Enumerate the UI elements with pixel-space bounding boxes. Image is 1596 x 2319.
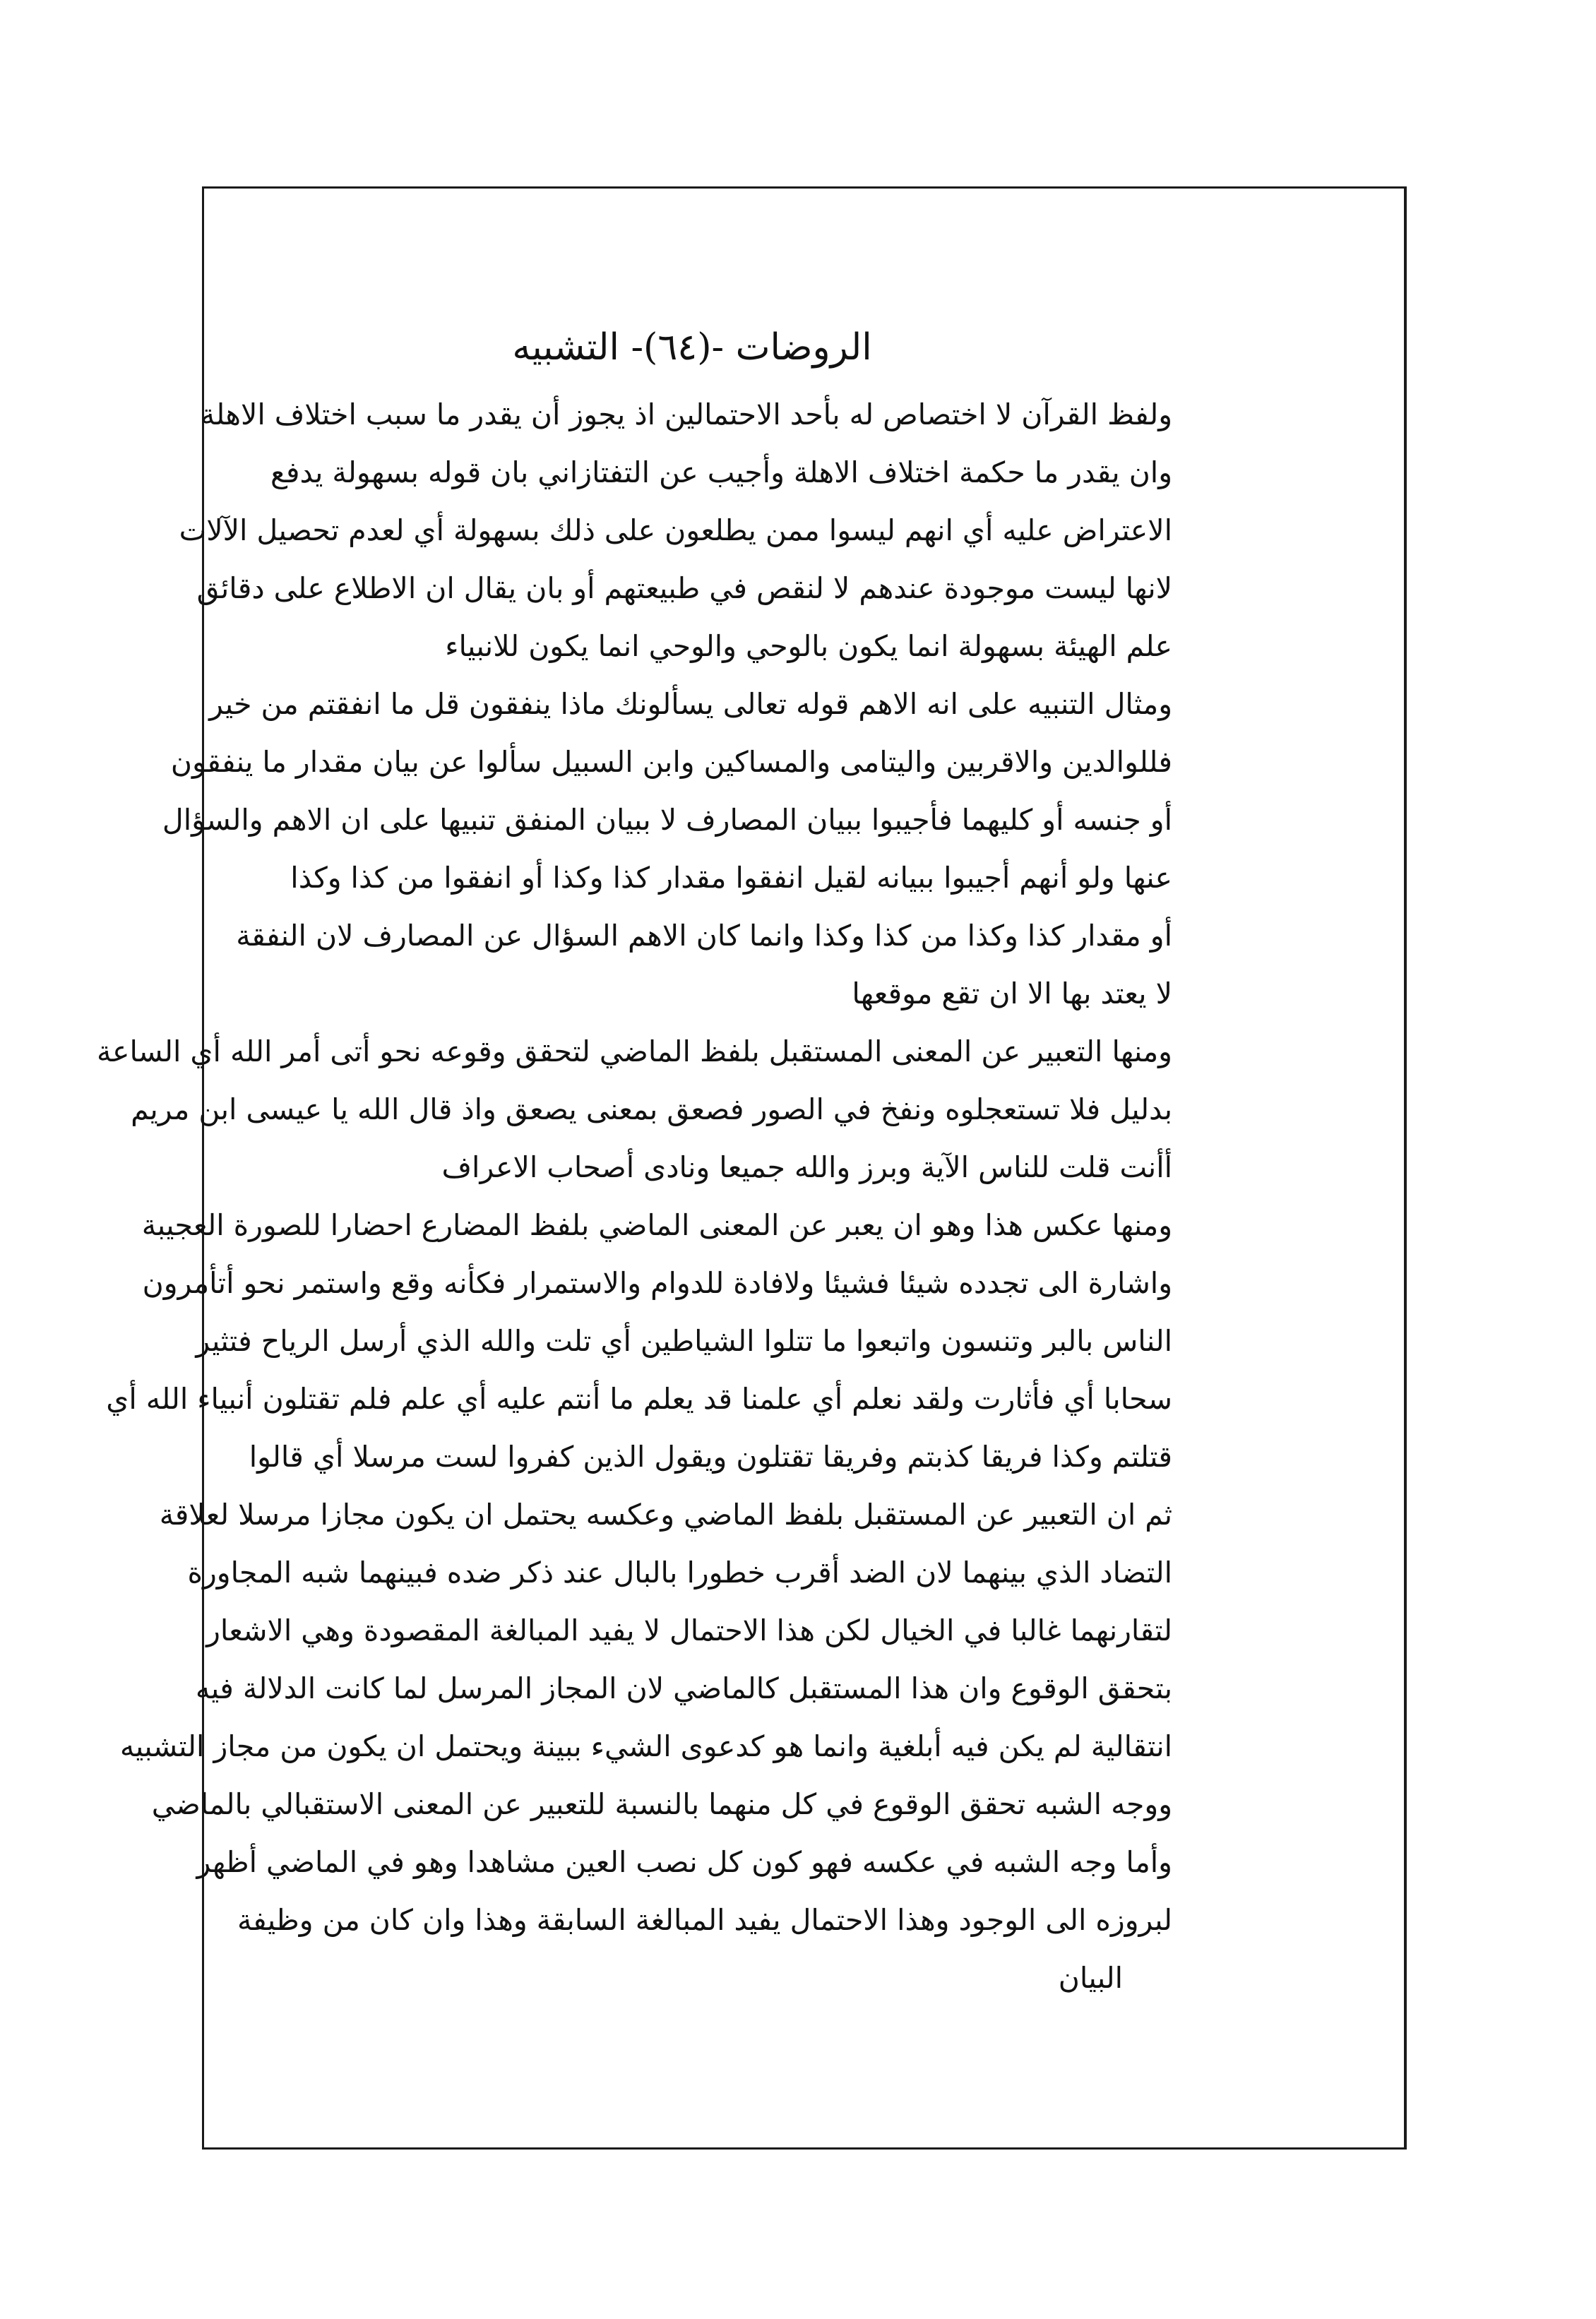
text-line: ومثال التنبيه على انه الاهم قوله تعالى يسألونك ماذا ينفقون قل ما انفقتم من خير (209, 687, 1172, 721)
text-line: علم الهيئة بسهولة انما يكون بالوحي والوحي انما يكون للانبياء (445, 629, 1172, 663)
text-line: لانها ليست موجودة عندهم لا لنقص في طبيعتهم أو بان يقال ان الاطلاع على دقائق (196, 571, 1172, 605)
text-line: ثم ان التعبير عن المستقبل بلفظ الماضي وعكسه يحتمل ان يكون مجازا مرسلا لعلاقة (159, 1498, 1172, 1532)
text-line: لتقارنهما غالبا في الخيال لكن هذا الاحتمال لا يفيد المبالغة المقصودة وهي الاشعار (206, 1614, 1172, 1647)
text-line: الاعتراض عليه أي انهم ليسوا ممن يطلعون على ذلك بسهولة أي لعدم تحصيل الآلات (179, 513, 1172, 547)
text-line: لا يعتد بها الا ان تقع موقعها (852, 977, 1172, 1011)
text-line: الناس بالبر وتنسون واتبعوا ما تتلوا الشياطين أي تلت والله الذي أرسل الرياح فتثير (196, 1324, 1172, 1358)
text-line: التضاد الذي بينهما لان الضد أقرب خطورا بالبال عند ذكر ضده فبينهما شبه المجاورة (187, 1556, 1172, 1590)
text-line: ووجه الشبه تحقق الوقوع في كل منهما بالنسبة للتعبير عن المعنى الاستقبالي بالماضي (151, 1787, 1172, 1821)
text-line: ومنها عكس هذا وهو ان يعبر عن المعنى الماضي بلفظ المضارع احضارا للصورة العجيبة (141, 1208, 1172, 1242)
text-block (97, 314, 1172, 2007)
text-line: بتحقق الوقوع وان هذا المستقبل كالماضي لان المجاز المرسل لما كانت الدلالة فيه (195, 1671, 1172, 1705)
text-line: فللوالدين والاقربين واليتامى والمساكين وابن السبيل سألوا عن بيان مقدار ما ينفقون (170, 745, 1172, 779)
text-line: وان يقدر ما حكمة اختلاف الاهلة وأجيب عن التفتازاني بان قوله بسهولة يدفع (270, 455, 1172, 489)
text-line: سحابا أي فأثارت ولقد نعلم أي علمنا قد يعلم ما أنتم عليه أي علم فلم تقتلون أنبياء الله أي (106, 1382, 1172, 1416)
text-line: ومنها التعبير عن المعنى المستقبل بلفظ الماضي لتحقق وقوعه نحو أتى أمر الله أي الساعة (97, 1035, 1172, 1068)
text-line: أأنت قلت للناس الآية وبرز والله جميعا ونادى أصحاب الاعراف (441, 1150, 1172, 1184)
text-line: بدليل فلا تستعجلوه ونفخ في الصور فصعق بمعنى يصعق واذ قال الله يا عيسى ابن مريم (131, 1092, 1172, 1126)
text-line: أو مقدار كذا وكذا من كذا وكذا وانما كان الاهم السؤال عن المصارف لان النفقة (236, 919, 1172, 953)
page-header: الروضات -(٦٤)- التشبيه (512, 326, 872, 369)
text-line: أو جنسه أو كليهما فأجيبوا ببيان المصارف لا ببيان المنفق تنبيها على ان الاهم والسؤال (162, 803, 1172, 837)
text-line: لبروزه الى الوجود وهذا الاحتمال يفيد المبالغة السابقة وهذا وان كان من وظيفة (237, 1903, 1172, 1937)
text-line: ولفظ القرآن لا اختصاص له بأحد الاحتمالين اذ يجوز أن يقدر ما سبب اختلاف الاهلة (200, 398, 1172, 431)
text-line: واشارة الى تجدده شيئا فشيئا ولافادة للدوام والاستمرار فكأنه وقع واستمر نحو أتأمرون (142, 1266, 1172, 1300)
text-line: انتقالية لم يكن فيه أبلغية وانما هو كدعوى الشيء ببينة ويحتمل ان يكون من مجاز التشبيه (119, 1729, 1172, 1763)
text-line: وأما وجه الشبه في عكسه فهو كون كل نصب العين مشاهدا وهو في الماضي أظهر (196, 1845, 1172, 1879)
text-line: البيان (1058, 1961, 1123, 1995)
text-line: قتلتم وكذا فريقا كذبتم وفريقا تقتلون ويقول الذين كفروا لست مرسلا أي قالوا (249, 1440, 1172, 1474)
text-line: عنها ولو أنهم أجيبوا ببيانه لقيل انفقوا مقدار كذا وكذا أو انفقوا من كذا وكذا (290, 861, 1172, 895)
